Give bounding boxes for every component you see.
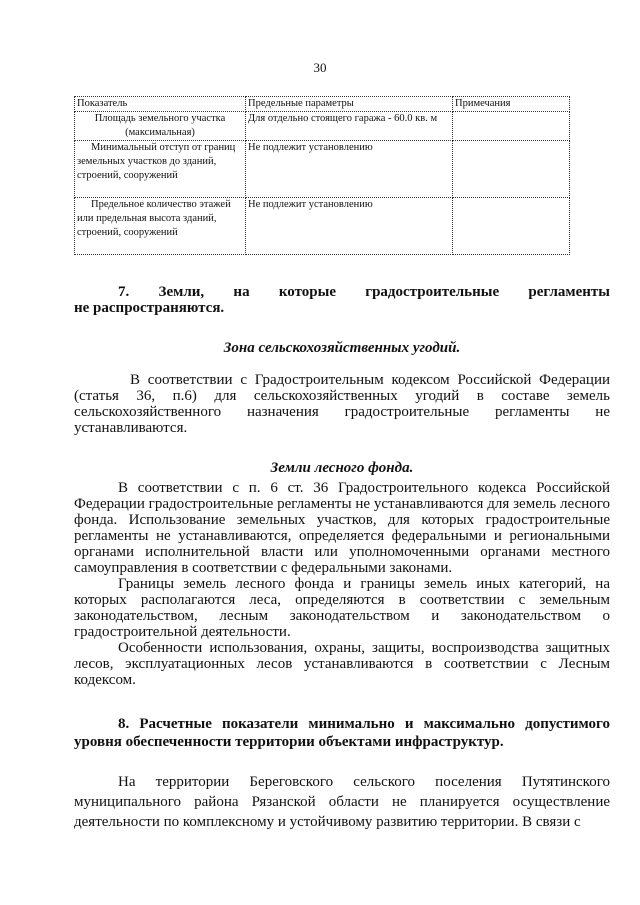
zone-paragraph: В соответствии с Градостроительным кодексом Российской Федерации (статья 36, п.6) для сельскохозяйственных угодий в составе земель сельскохозяйственного назначения градостроительные регламенты не устанавливаются.	[74, 372, 610, 436]
forest-paragraph: Границы земель лесного фонда и границы земель иных категорий, на которых располагаются леса, определяются в соответствии с земельным законодательством, лесным законодательством и законодательством о градостроительной деятельности.	[74, 576, 610, 640]
section-7-number: 7.	[118, 284, 130, 300]
table-cell-indicator: Минимальный отступ от границ земельных участков до зданий, строений, сооружений	[75, 141, 246, 198]
table-row	[75, 141, 570, 198]
section-7-word: на	[233, 284, 250, 300]
parameters-table	[74, 96, 570, 255]
table-row	[75, 198, 570, 255]
section-7-word: градостроительные	[365, 284, 500, 300]
section-8-heading: 8. Расчетные показатели минимально и максимально допустимого уровня обеспеченности территории объектами инфраструктур.	[74, 716, 610, 750]
table-cell-parameters: Не подлежит установлению	[246, 198, 453, 255]
table-cell-indicator: Площадь земельного участка (максимальная)	[75, 112, 246, 141]
table-cell-indicator: Предельное количество этажей или предельная высота зданий, строений, сооружений	[75, 198, 246, 255]
table-cell-notes	[453, 141, 570, 198]
section-7-word: регламенты	[528, 284, 610, 300]
table-header-notes: Примечания	[453, 97, 570, 112]
forest-paragraph: Особенности использования, охраны, защиты, воспроизводства защитных лесов, эксплуатационных лесов устанавливаются в соответствии с Лесным кодексом.	[74, 640, 610, 688]
forest-paragraphs	[74, 480, 610, 688]
table-cell-notes	[453, 112, 570, 141]
table-header-row	[75, 97, 570, 112]
section-7-word: Земли,	[158, 284, 205, 300]
section-7-word: которые	[278, 284, 336, 300]
section-7-heading	[74, 284, 610, 316]
table-row	[75, 112, 570, 141]
section-8-paragraph: На территории Береговского сельского поселения Путятинского муниципального района Рязанской области не планируется осуществление деятельности по комплексному и устойчивому развитию территории. В связи с	[74, 774, 610, 830]
zone-paragraph-block	[74, 372, 610, 436]
forest-title: Земли лесного фонда.	[270, 460, 414, 476]
table-header-indicator: Показатель	[75, 97, 246, 112]
table-header-parameters: Предельные параметры	[246, 97, 453, 112]
zone-title: Зона сельскохозяйственных угодий.	[223, 340, 461, 356]
table-cell-notes	[453, 198, 570, 255]
table-cell-parameters: Не подлежит установлению	[246, 141, 453, 198]
page-number: 30	[313, 60, 327, 75]
table-cell-parameters: Для отдельно стоящего гаража - 60.0 кв. м	[246, 112, 453, 141]
section-8-paragraph-block	[74, 772, 610, 832]
section-7-line2: не распространяются.	[74, 300, 225, 316]
forest-paragraph: В соответствии с п. 6 ст. 36 Градостроительного кодекса Российской Федерации градостроительные регламенты не устанавливаются для земель лесного фонда. Использование земельных участков, для которых градостроительные регламенты не устанавливаются, определяется федеральными и региональными органами исполнительной власти или уполномоченными органами местного самоуправления в соответствии с федеральными законами.	[74, 480, 610, 576]
